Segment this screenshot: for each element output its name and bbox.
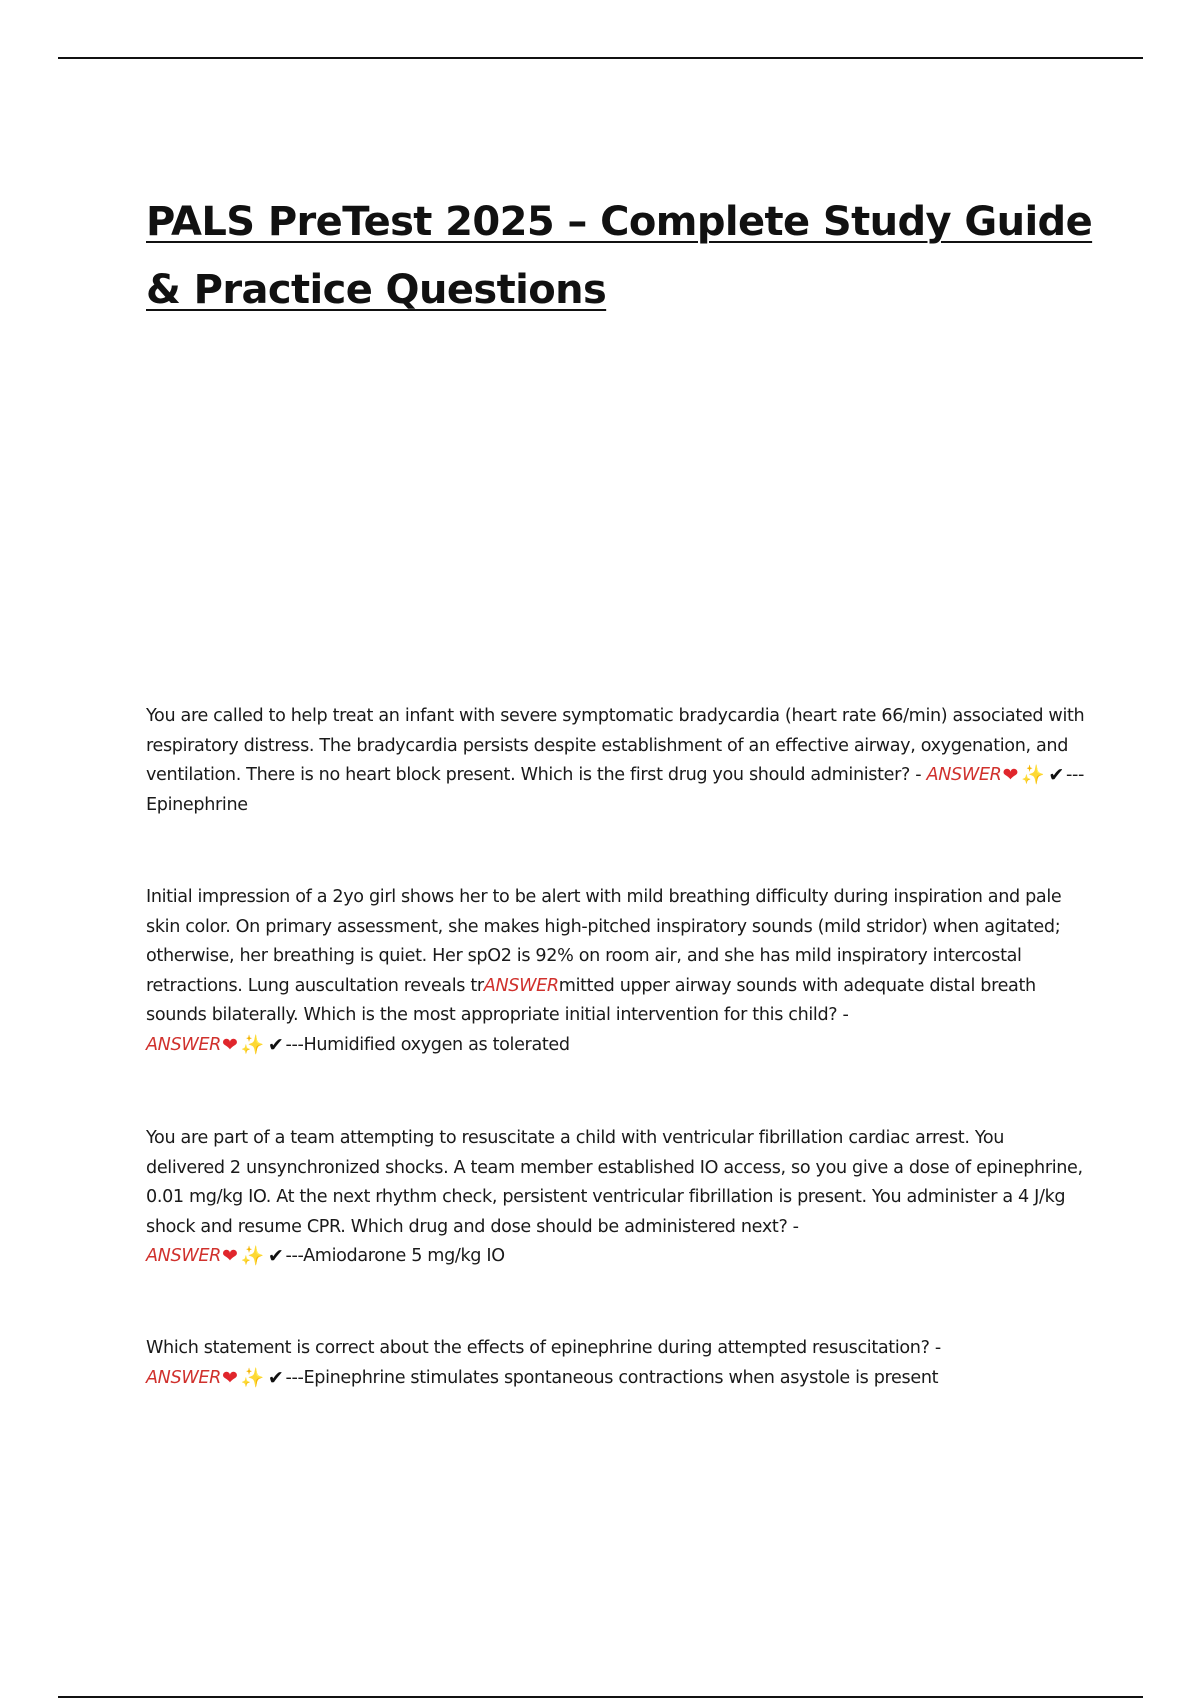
answer-label: ANSWER xyxy=(146,1246,222,1266)
heart-icon: ❤ xyxy=(222,1033,238,1056)
answer-text: ---Epinephrine xyxy=(146,765,1084,815)
question-2 xyxy=(146,883,1086,1060)
answer-label: ANSWER xyxy=(926,765,1002,785)
question-text: You are part of a team attempting to resuscitate a child with ventricular fibrillation cardiac arrest. You delivered 2 unsynchronized shocks. A team member established IO access, so you give a dose of epinephrine, 0.01 mg/kg IO. At the next rhythm check, persistent ventricular fibrillation is present. You administer a 4 J/kg shock and resume CPR. Which drug and dose should be administered next? - xyxy=(146,1128,1083,1237)
answer-label-inline: ANSWER xyxy=(483,975,559,996)
sparkle-icon: ✨ xyxy=(240,1245,264,1267)
answer-label: ANSWER xyxy=(146,1034,222,1055)
heart-icon: ❤ xyxy=(222,1245,238,1267)
sparkle-icon: ✨ xyxy=(1021,764,1045,786)
answer-text: ---Epinephrine stimulates spontaneous contractions when asystole is present xyxy=(285,1367,939,1388)
sparkle-icon: ✨ xyxy=(240,1033,264,1056)
question-4 xyxy=(146,1334,1086,1393)
question-3 xyxy=(146,1124,1086,1272)
answer-text: ---Amiodarone 5 mg/kg IO xyxy=(285,1246,505,1266)
checkmark-icon: ✔ xyxy=(267,1033,284,1056)
top-rule xyxy=(58,57,1143,59)
heart-icon: ❤ xyxy=(1002,764,1019,786)
bottom-rule xyxy=(58,1696,1143,1698)
checkmark-icon: ✔ xyxy=(267,1366,284,1389)
question-text: Which statement is correct about the effects of epinephrine during attempted resuscitation? - xyxy=(146,1338,941,1358)
heart-icon: ❤ xyxy=(222,1366,238,1389)
question-text-continued: mitted upper airway sounds with adequate distal breath sounds bilaterally. Which is the most appropriate initial intervention for this child? - xyxy=(146,975,1036,1025)
checkmark-icon: ✔ xyxy=(1048,764,1064,786)
answer-label: ANSWER xyxy=(146,1367,222,1388)
question-text: You are called to help treat an infant with severe symptomatic bradycardia (heart rate 66/min) associated with respiratory distress. The bradycardia persists despite establishment of an effective airway, oxygenation, and ventilation. There is no heart block present. Which is the first drug you should administer? - xyxy=(146,706,1085,785)
question-1 xyxy=(146,702,1086,820)
question-text: Initial impression of a 2yo girl shows her to be alert with mild breathing difficulty during inspiration and pale skin color. On primary assessment, she makes high-pitched inspiratory sounds (mild stridor) when agitated; otherwise, her breathing is quiet. Her spO2 is 92% on room air, and she has mild inspiratory intercostal retractions. Lung auscultation reveals tr xyxy=(146,887,1062,996)
sparkle-icon: ✨ xyxy=(240,1366,264,1389)
answer-text: ---Humidified oxygen as tolerated xyxy=(285,1034,570,1055)
checkmark-icon: ✔ xyxy=(267,1245,284,1267)
page-title: PALS PreTest 2025 – Complete Study Guide & Practice Questions xyxy=(146,199,1093,313)
